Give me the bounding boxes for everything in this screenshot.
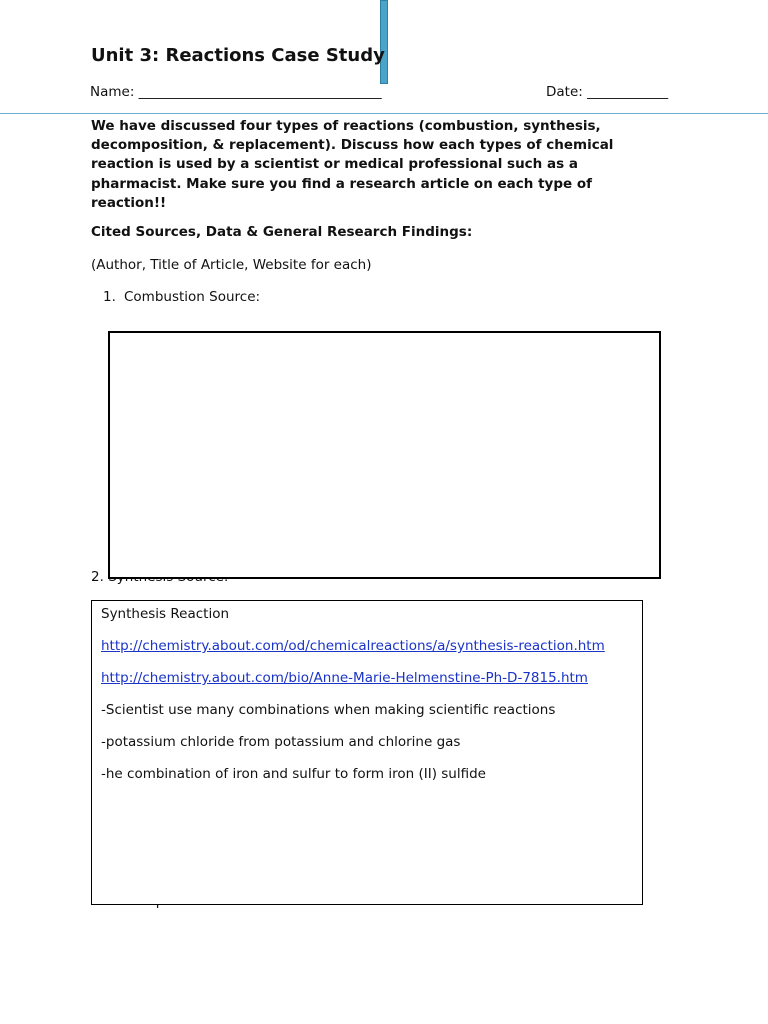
- combustion-textbox[interactable]: [108, 331, 661, 579]
- name-field[interactable]: Name: ____________________________________: [90, 84, 382, 100]
- page-title: Unit 3: Reactions Case Study: [91, 45, 385, 66]
- synthesis-textbox[interactable]: [91, 600, 643, 905]
- synthesis-link-1[interactable]: http://chemistry.about.com/od/chemicalreactions/a/synthesis-reaction.htm: [101, 638, 605, 654]
- cited-sources-heading: Cited Sources, Data & General Research Findings:: [91, 224, 473, 240]
- author-note: (Author, Title of Article, Website for each): [91, 257, 372, 273]
- synthesis-link-2[interactable]: http://chemistry.about.com/bio/Anne-Marie-Helmenstine-Ph-D-7815.htm: [101, 670, 588, 686]
- synthesis-note-1: -Scientist use many combinations when making scientific reactions: [101, 702, 556, 718]
- bookmark-marker: [380, 0, 388, 84]
- synthesis-note-3: -he combination of iron and sulfur to form iron (II) sulfide: [101, 766, 486, 782]
- header-divider: [0, 113, 768, 114]
- list-item-number: 2.: [91, 569, 104, 585]
- synthesis-heading: Synthesis Reaction: [101, 606, 230, 622]
- date-field[interactable]: Date: ____________: [546, 84, 669, 100]
- synthesis-note-2: -potassium chloride from potassium and chlorine gas: [101, 734, 461, 750]
- intro-paragraph: We have discussed four types of reactions (combustion, synthesis, decomposition, & replacement). Discuss how each types of chemical reaction is used by a scientist or medical professional such as a pharmacist. Make sure you find a research article on each type of reaction!!: [91, 118, 614, 211]
- list-item-number: 1.: [103, 289, 116, 305]
- list-item-combustion: [103, 289, 260, 305]
- list-item-label: Combustion Source:: [124, 289, 261, 305]
